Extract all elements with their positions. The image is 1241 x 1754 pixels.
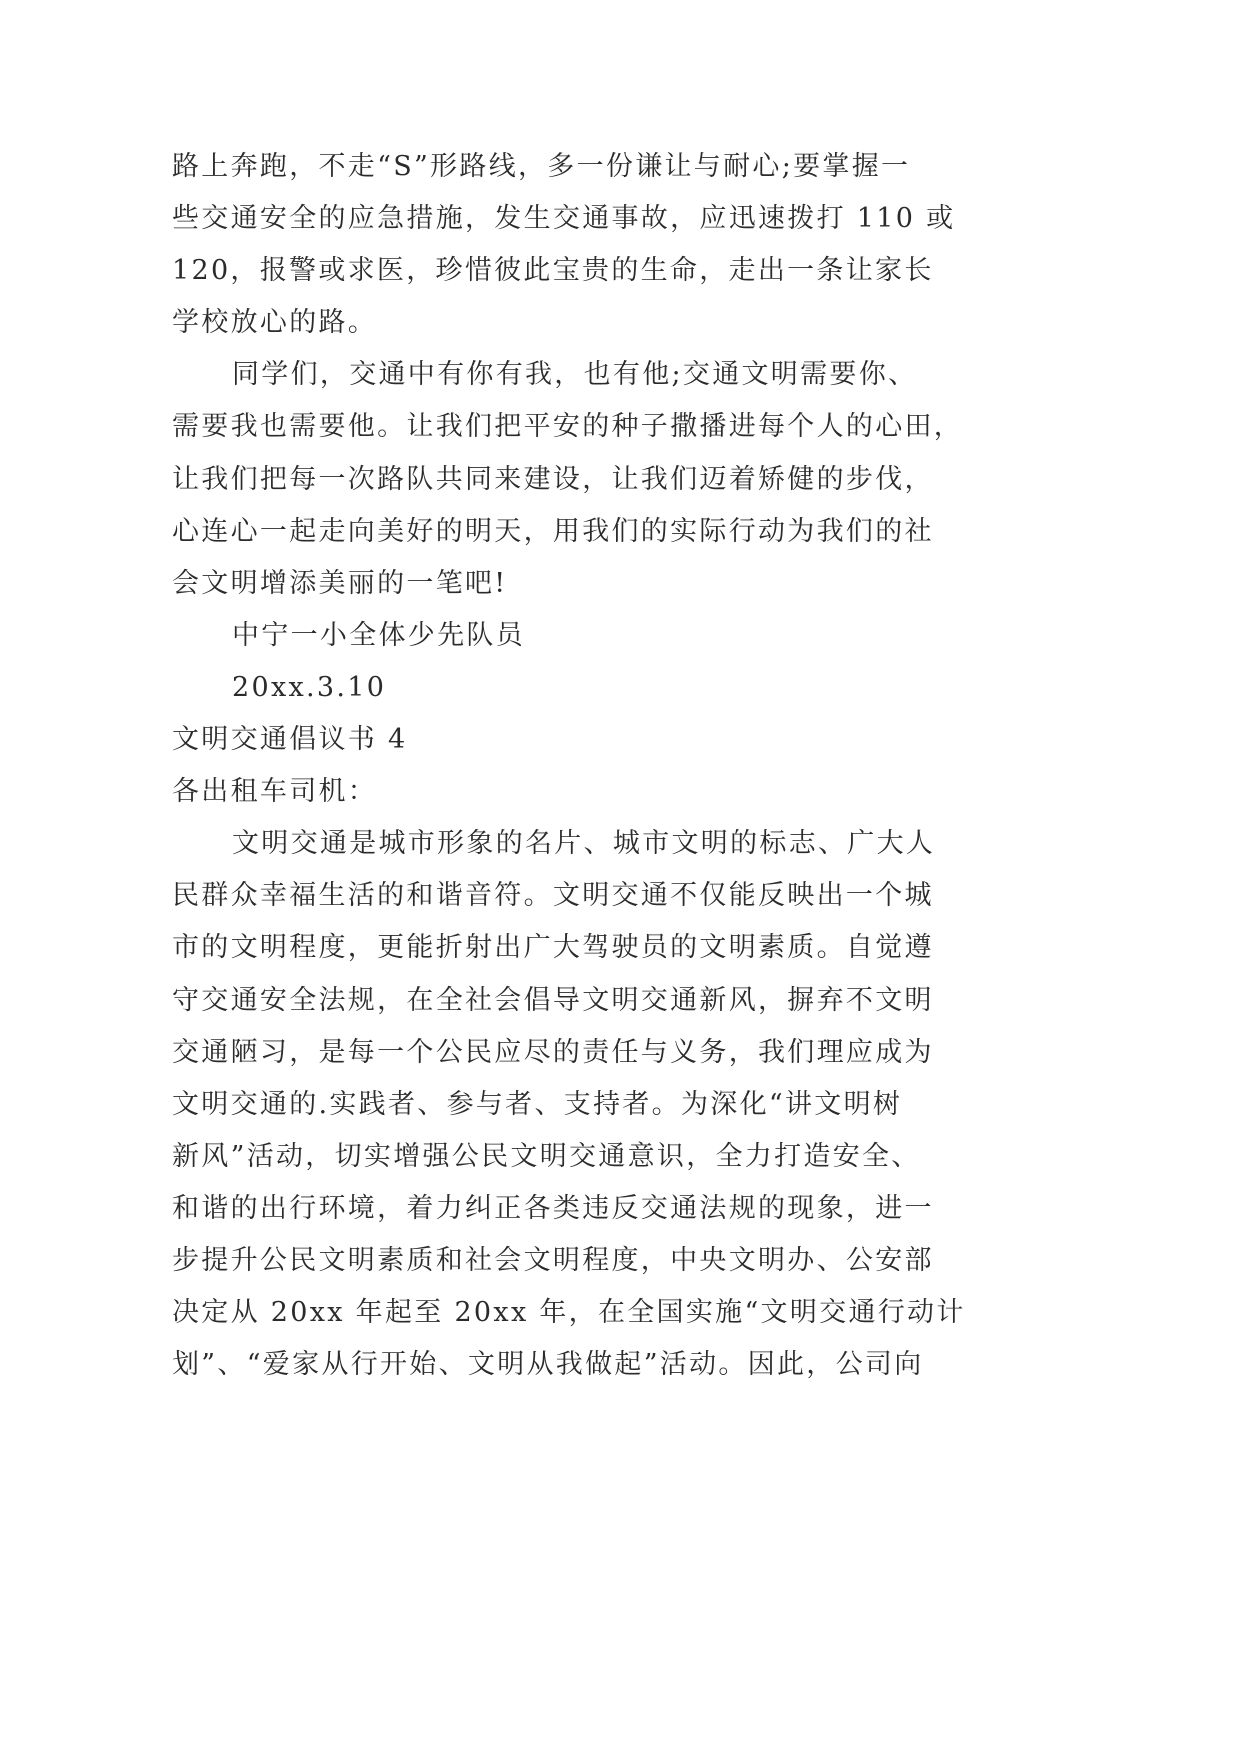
paragraph-line: 民群众幸福生活的和谐音符。文明交通不仅能反映出一个城 [172, 880, 934, 912]
signature-date: 20xx.3.10 [232, 671, 387, 703]
paragraph-line: 学校放心的路。 [172, 307, 378, 339]
paragraph-line: 同学们，交通中有你有我，也有他;交通文明需要你、 [232, 359, 918, 391]
closing-paragraph [172, 349, 1072, 609]
paragraph-line: 守交通安全法规，在全社会倡导文明交通新风，摒弃不文明 [172, 984, 934, 1016]
document-body [172, 141, 1072, 1391]
paragraph-line: 会文明增添美丽的一笔吧! [172, 567, 508, 599]
paragraph-line: 市的文明程度，更能折射出广大驾驶员的文明素质。自觉遵 [172, 932, 934, 964]
paragraph-line: 新风”活动，切实增强公民文明交通意识，全力打造安全、 [172, 1140, 921, 1172]
salutation: 各出租车司机： [172, 776, 378, 808]
signature-name: 中宁一小全体少先队员 [232, 619, 525, 651]
paragraph-line: 路上奔跑，不走“S”形路线，多一份谦让与耐心;要掌握一 [172, 151, 911, 182]
paragraph-line: 文明交通是城市形象的名片、城市文明的标志、广大人 [232, 828, 936, 860]
paragraph-line: 心连心一起走向美好的明天，用我们的实际行动为我们的社 [172, 515, 934, 547]
paragraph-line: 需要我也需要他。让我们把平安的种子撒播进每个人的心田， [172, 411, 964, 443]
paragraph-line: 划”、“爱家从行开始、文明从我做起”活动。因此，公司向 [172, 1349, 924, 1381]
paragraph-line: 交通陋习，是每一个公民应尽的责任与义务，我们理应成为 [172, 1036, 934, 1068]
paragraph-line: 些交通安全的应急措施，发生交通事故，应迅速拨打 110 或 [172, 203, 956, 235]
paragraph-line: 120，报警或求医，珍惜彼此宝贵的生命，走出一条让家长 [172, 255, 934, 287]
body-paragraph [172, 818, 1072, 1391]
paragraph-line: 决定从 20xx 年起至 20xx 年，在全国实施“文明交通行动计 [172, 1297, 966, 1329]
paragraph-line: 和谐的出行环境，着力纠正各类违反交通法规的现象，进一 [172, 1192, 934, 1224]
signature-block [172, 610, 1072, 714]
paragraph-line: 步提升公民文明素质和社会文明程度，中央文明办、公安部 [172, 1244, 934, 1276]
paragraph-line: 文明交通的.实践者、参与者、支持者。为深化“讲文明树 [172, 1088, 903, 1120]
section-title: 文明交通倡议书 4 [172, 724, 408, 756]
paragraph-line: 让我们把每一次路队共同来建设，让我们迈着矫健的步伐， [172, 463, 934, 495]
continued-paragraph [172, 141, 1072, 349]
